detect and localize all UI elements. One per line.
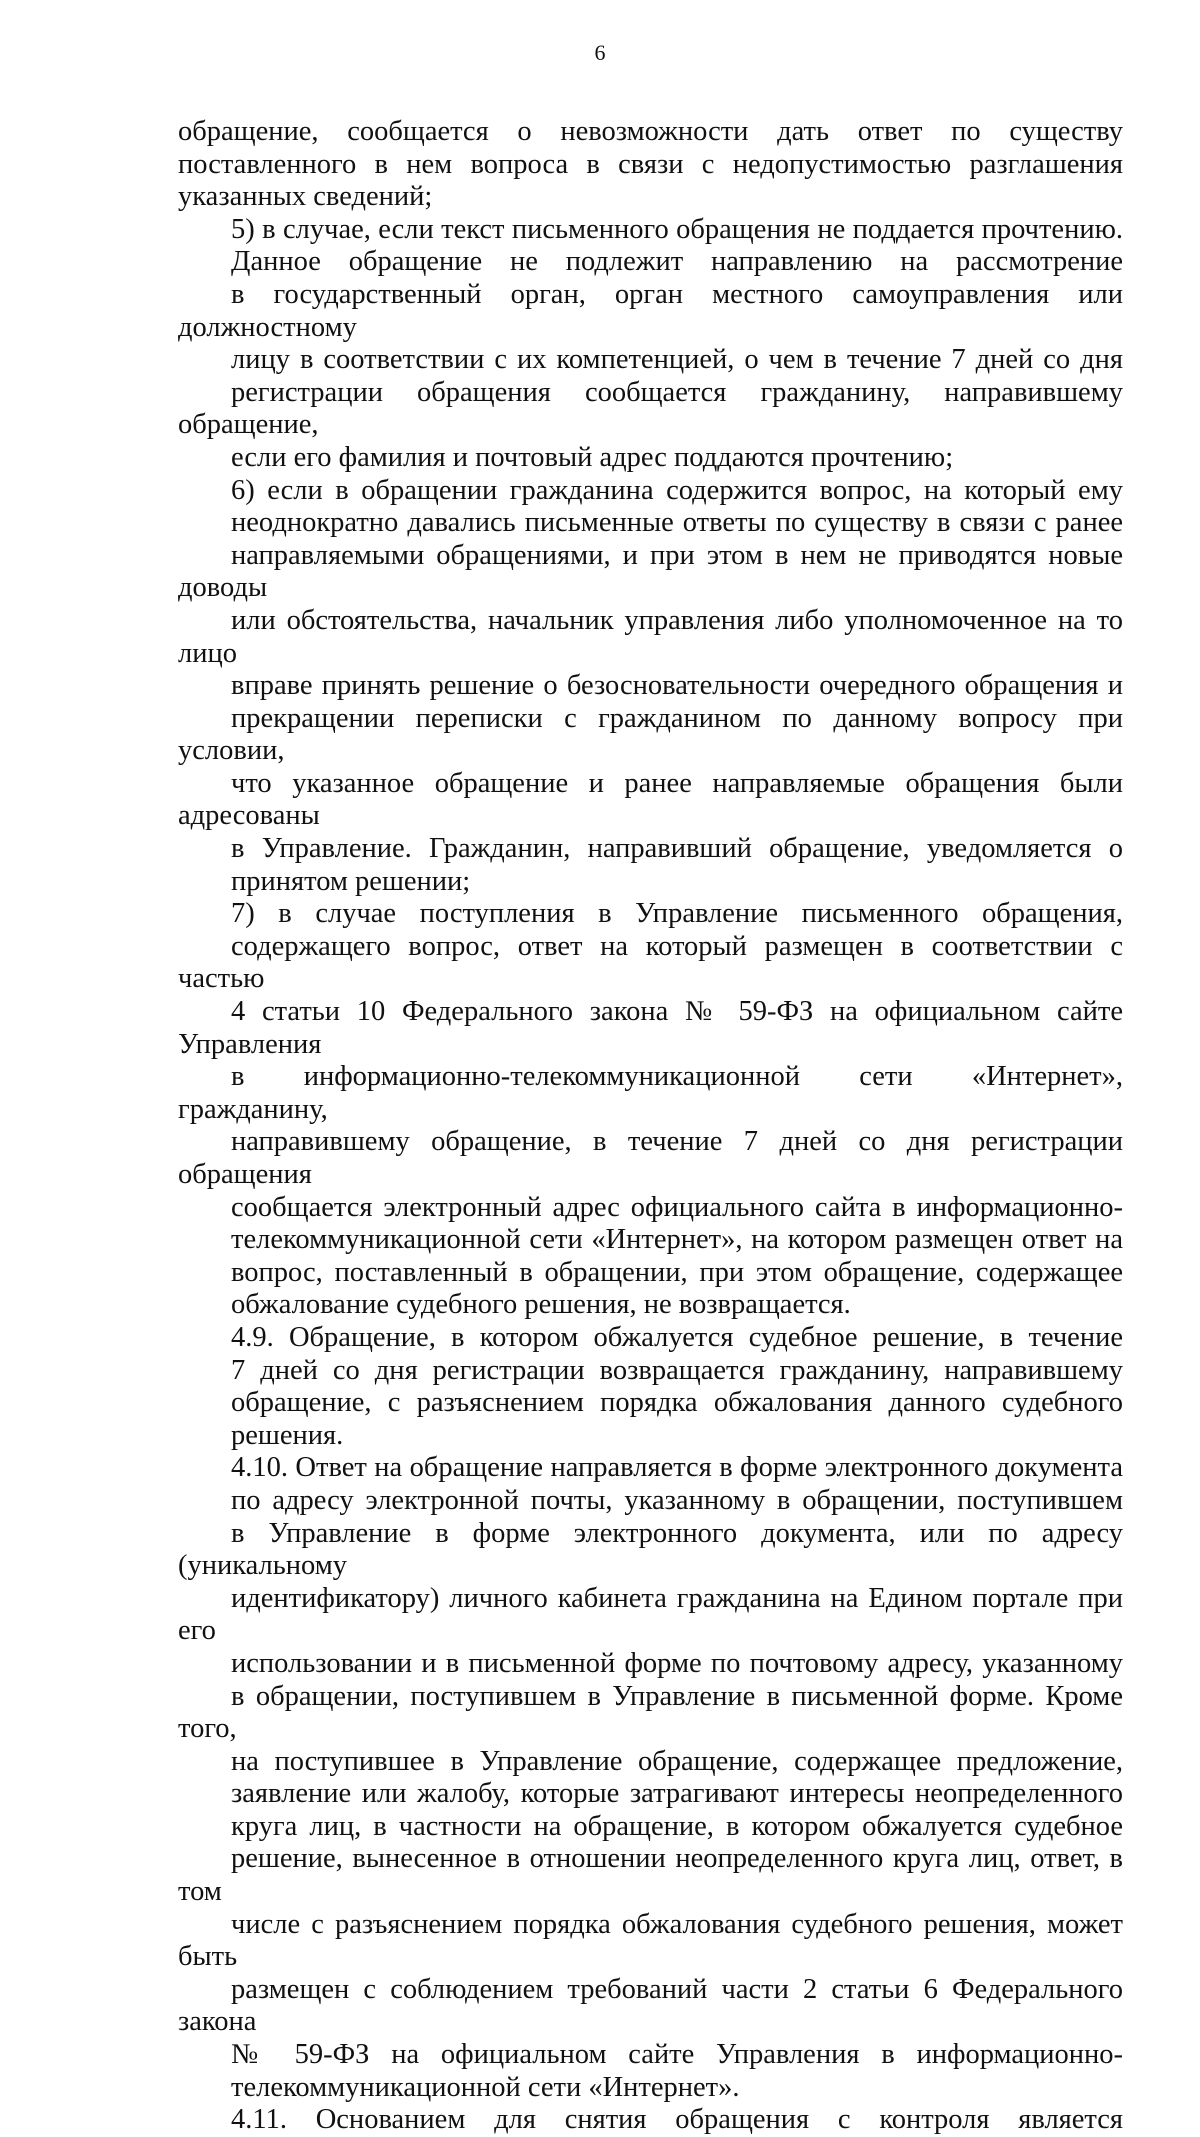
text-line: № 59-ФЗ на официальном сайте Управления в информационно- bbox=[231, 2039, 1123, 2071]
text-line: содержащего вопрос, ответ на который размещен в соответствии с частью bbox=[178, 930, 1123, 995]
paragraph bbox=[178, 1452, 1123, 2104]
text-line: телекоммуникационной сети «Интернет». bbox=[231, 2071, 740, 2103]
paragraph bbox=[178, 116, 1123, 214]
text-line: поставленного в нем вопроса в связи с недопустимостью разглашения bbox=[178, 148, 1123, 180]
paragraph bbox=[178, 2104, 1123, 2137]
text-line: 4.10. Ответ на обращение направляется в форме электронного документа bbox=[231, 1452, 1123, 1484]
text-line: Данное обращение не подлежит направлению на рассмотрение bbox=[231, 246, 1123, 278]
text-line: 4 статьи 10 Федерального закона № 59-ФЗ на официальном сайте Управления bbox=[178, 996, 1123, 1060]
text-line: обращение, с разъяснением порядка обжалования данного судебного bbox=[231, 1387, 1123, 1419]
text-line: прекращении переписки с гражданином по данному вопросу при условии, bbox=[178, 702, 1123, 767]
text-line: решение, вынесенное в отношении неопределенного круга лиц, ответ, в том bbox=[178, 1843, 1123, 1908]
text-line: или обстоятельства, начальник управления либо уполномоченное на то лицо bbox=[178, 604, 1123, 669]
text-line: в информационно-телекоммуникационной сети «Интернет», гражданину, bbox=[178, 1061, 1123, 1125]
text-line: вопрос, поставленный в обращении, при этом обращение, содержащее bbox=[231, 1256, 1123, 1288]
text-line: принятом решении; bbox=[231, 865, 471, 897]
text-line: направившему обращение, в течение 7 дней со дня регистрации обращения bbox=[178, 1126, 1123, 1190]
text-line: что указанное обращение и ранее направляемые обращения были адресованы bbox=[178, 767, 1123, 832]
text-line: на поступившее в Управление обращение, содержащее предложение, bbox=[231, 1745, 1123, 1777]
text-line: неоднократно давались письменные ответы по существу в связи с ранее bbox=[231, 507, 1123, 539]
text-line: решения. bbox=[231, 1419, 344, 1451]
text-line: в обращении, поступившем в Управление в письменной форме. Кроме того, bbox=[178, 1680, 1123, 1745]
text-line: обжалование судебного решения, не возвращается. bbox=[231, 1289, 851, 1321]
text-line: 7 дней со дня регистрации возвращается гражданину, направившему bbox=[231, 1354, 1123, 1386]
page-number: 6 bbox=[594, 40, 606, 65]
text-line: регистрации обращения сообщается гражданину, направившему обращение, bbox=[178, 376, 1123, 441]
text-line: числе с разъяснением порядка обжалования судебного решения, может быть bbox=[178, 1908, 1123, 1973]
paragraph bbox=[178, 475, 1123, 899]
paragraph bbox=[178, 214, 1123, 475]
paragraph bbox=[178, 898, 1123, 1322]
body-text bbox=[178, 116, 1123, 2137]
text-line: идентификатору) личного кабинета гражданина на Едином портале при его bbox=[178, 1582, 1123, 1647]
text-line: телекоммуникационной сети «Интернет», на котором размещен ответ на bbox=[231, 1224, 1123, 1256]
text-line: по адресу электронной почты, указанному в обращении, поступившем bbox=[231, 1484, 1123, 1516]
text-line: заявление или жалобу, которые затрагивают интересы неопределенного bbox=[231, 1778, 1123, 1810]
text-line: вправе принять решение о безосновательности очередного обращения и bbox=[231, 670, 1123, 702]
text-line: в Управление в форме электронного документа, или по адресу (уникальному bbox=[178, 1517, 1123, 1582]
text-line: лицу в соответствии с их компетенцией, о чем в течение 7 дней со дня bbox=[231, 344, 1123, 376]
text-line: 5) в случае, если текст письменного обращения не поддается прочтению. bbox=[231, 213, 1123, 245]
text-line: размещен с соблюдением требований части 2 статьи 6 Федерального закона bbox=[178, 1973, 1123, 2038]
text-line: 7) в случае поступления в Управление письменного обращения, bbox=[231, 898, 1123, 930]
text-line: сообщается электронный адрес официального сайта в информационно- bbox=[231, 1191, 1123, 1223]
text-line: использовании и в письменной форме по почтовому адресу, указанному bbox=[231, 1647, 1123, 1679]
paragraph bbox=[178, 1322, 1123, 1452]
text-line: 6) если в обращении гражданина содержится вопрос, на который ему bbox=[231, 474, 1123, 506]
text-line: в Управление. Гражданин, направивший обращение, уведомляется о bbox=[231, 833, 1123, 865]
text-line: обращение, сообщается о невозможности дать ответ по существу bbox=[178, 116, 1123, 147]
text-line: если его фамилия и почтовый адрес поддаются прочтению; bbox=[231, 441, 954, 473]
text-line: круга лиц, в частности на обращение, в котором обжалуется судебное bbox=[231, 1810, 1123, 1842]
text-line: 4.9. Обращение, в котором обжалуется судебное решение, в течение bbox=[231, 1321, 1123, 1353]
text-line: в государственный орган, орган местного самоуправления или должностному bbox=[178, 278, 1123, 343]
text-line: направляемыми обращениями, и при этом в нем не приводятся новые доводы bbox=[178, 539, 1123, 604]
text-line: 4.11. Основанием для снятия обращения с контроля является bbox=[231, 2104, 1123, 2136]
text-line: указанных сведений; bbox=[178, 181, 433, 213]
